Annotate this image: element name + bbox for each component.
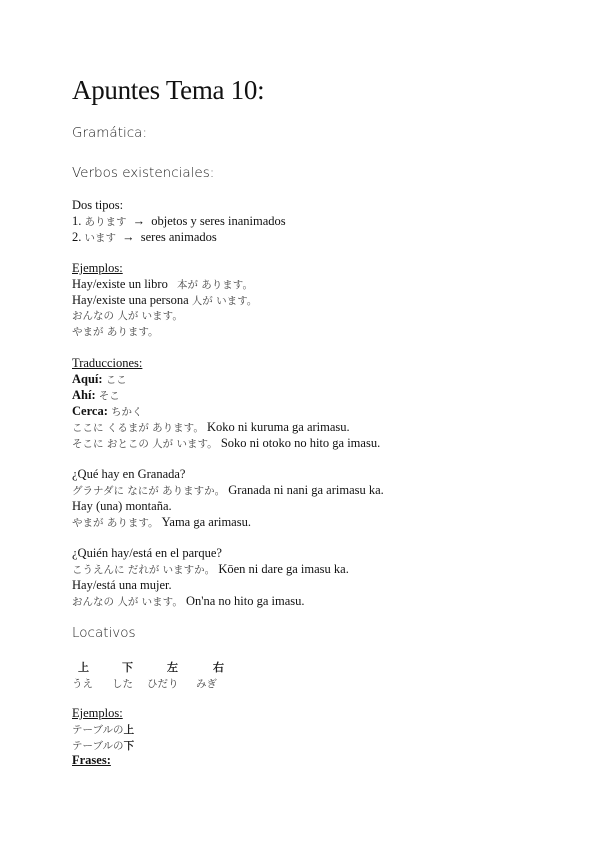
traducciones-heading: Traducciones: bbox=[72, 356, 143, 370]
romaji-text: Koko ni kuruma ga arimasu. bbox=[206, 420, 350, 434]
parque-question: ¿Quién hay/está en el parque? bbox=[72, 546, 222, 560]
section-heading-gramatica: Gramática: bbox=[72, 125, 147, 141]
dos-tipos-item-1 bbox=[72, 213, 286, 230]
traduccion-line-5 bbox=[72, 435, 380, 452]
locativo-kana-shita: した bbox=[112, 678, 133, 690]
japanese-text: おんなの 人が います。 bbox=[72, 596, 183, 608]
japanese-text: テーブルの bbox=[72, 724, 124, 736]
japanese-text: ここ bbox=[105, 374, 127, 386]
traduccion-ahi bbox=[72, 387, 120, 404]
japanese-text: います bbox=[84, 232, 116, 244]
japanese-text: こうえんに だれが いますか。 bbox=[72, 564, 216, 576]
granada-answer-translation bbox=[72, 514, 251, 531]
granada-question: ¿Qué hay en Granada? bbox=[72, 467, 186, 481]
item-number: 1. bbox=[72, 214, 82, 228]
romaji-text: Kōen ni dare ga imasu ka. bbox=[218, 562, 349, 576]
label: Ahí: bbox=[72, 388, 96, 402]
section-heading-verbos: Verbos existenciales: bbox=[72, 165, 215, 181]
spanish-text: Hay/existe un libro bbox=[72, 277, 168, 291]
locativo-kanji-shita: 下 bbox=[122, 661, 133, 674]
japanese-text: 本が あります。 bbox=[176, 279, 253, 291]
locativo-kanji-hidari: 左 bbox=[167, 661, 178, 674]
dos-tipos-heading: Dos tipos: bbox=[72, 198, 124, 212]
locativo-kana-hidari: ひだり bbox=[147, 678, 179, 690]
ejemplo-line-1 bbox=[72, 276, 253, 293]
parque-answer-translation bbox=[72, 593, 305, 610]
romaji-text: Soko ni otoko no hito ga imasu. bbox=[220, 436, 381, 450]
locativo-kana-ue: うえ bbox=[72, 678, 93, 690]
spanish-text: Hay/existe una persona bbox=[72, 293, 189, 307]
ejemplo-line-4: やまが あります。 bbox=[72, 326, 159, 338]
japanese-text: やまが あります。 bbox=[72, 517, 159, 529]
japanese-text: 人が います。 bbox=[191, 295, 258, 307]
romaji-text: On'na no hito ga imasu. bbox=[185, 594, 305, 608]
item-number: 2. bbox=[72, 230, 82, 244]
label: Cerca: bbox=[72, 404, 108, 418]
ejemplos-heading: Ejemplos: bbox=[72, 261, 123, 275]
japanese-text: そこ bbox=[98, 390, 120, 402]
traduccion-line-4 bbox=[72, 419, 350, 436]
japanese-text: ちかく bbox=[110, 406, 143, 418]
arrow-right-icon: → bbox=[122, 230, 135, 244]
page-title: Apuntes Tema 10: bbox=[72, 75, 265, 105]
japanese-text: テーブルの bbox=[72, 740, 124, 752]
kanji-text: 上 bbox=[123, 724, 135, 736]
kanji-text: 下 bbox=[123, 740, 135, 752]
granada-answer: Hay (una) montaña. bbox=[72, 499, 172, 513]
label: Aquí: bbox=[72, 372, 103, 386]
ejemplo-line-3: おんなの 人が います。 bbox=[72, 310, 183, 322]
granada-question-translation bbox=[72, 482, 384, 499]
frases-heading: Frases: bbox=[72, 753, 111, 767]
traduccion-aqui bbox=[72, 371, 127, 388]
japanese-text: あります bbox=[84, 216, 127, 228]
section-heading-locativos: Locativos bbox=[72, 625, 136, 641]
traduccion-cerca bbox=[72, 403, 142, 420]
locativo-kana-migi: みぎ bbox=[196, 678, 217, 690]
arrow-right-icon: → bbox=[132, 214, 146, 228]
romaji-text: Yama ga arimasu. bbox=[161, 515, 251, 529]
dos-tipos-item-2 bbox=[72, 229, 217, 246]
japanese-text: ここに くるまが あります。 bbox=[72, 422, 204, 434]
item-text: seres animados bbox=[140, 230, 217, 244]
ejemplo-line-2 bbox=[72, 292, 257, 309]
romaji-text: Granada ni nani ga arimasu ka. bbox=[228, 483, 384, 497]
locativo-kanji-migi: 右 bbox=[213, 661, 224, 674]
item-text: objetos y seres inanimados bbox=[151, 214, 286, 228]
ejemplos-heading-2: Ejemplos: bbox=[72, 706, 123, 720]
japanese-text: そこに おとこの 人が います。 bbox=[72, 438, 218, 450]
parque-question-translation bbox=[72, 561, 349, 578]
japanese-text: グラナダに なにが ありますか。 bbox=[72, 485, 226, 497]
ejemplo2-line-1 bbox=[72, 721, 134, 738]
locativo-kanji-ue: 上 bbox=[78, 661, 89, 674]
parque-answer: Hay/está una mujer. bbox=[72, 578, 172, 592]
